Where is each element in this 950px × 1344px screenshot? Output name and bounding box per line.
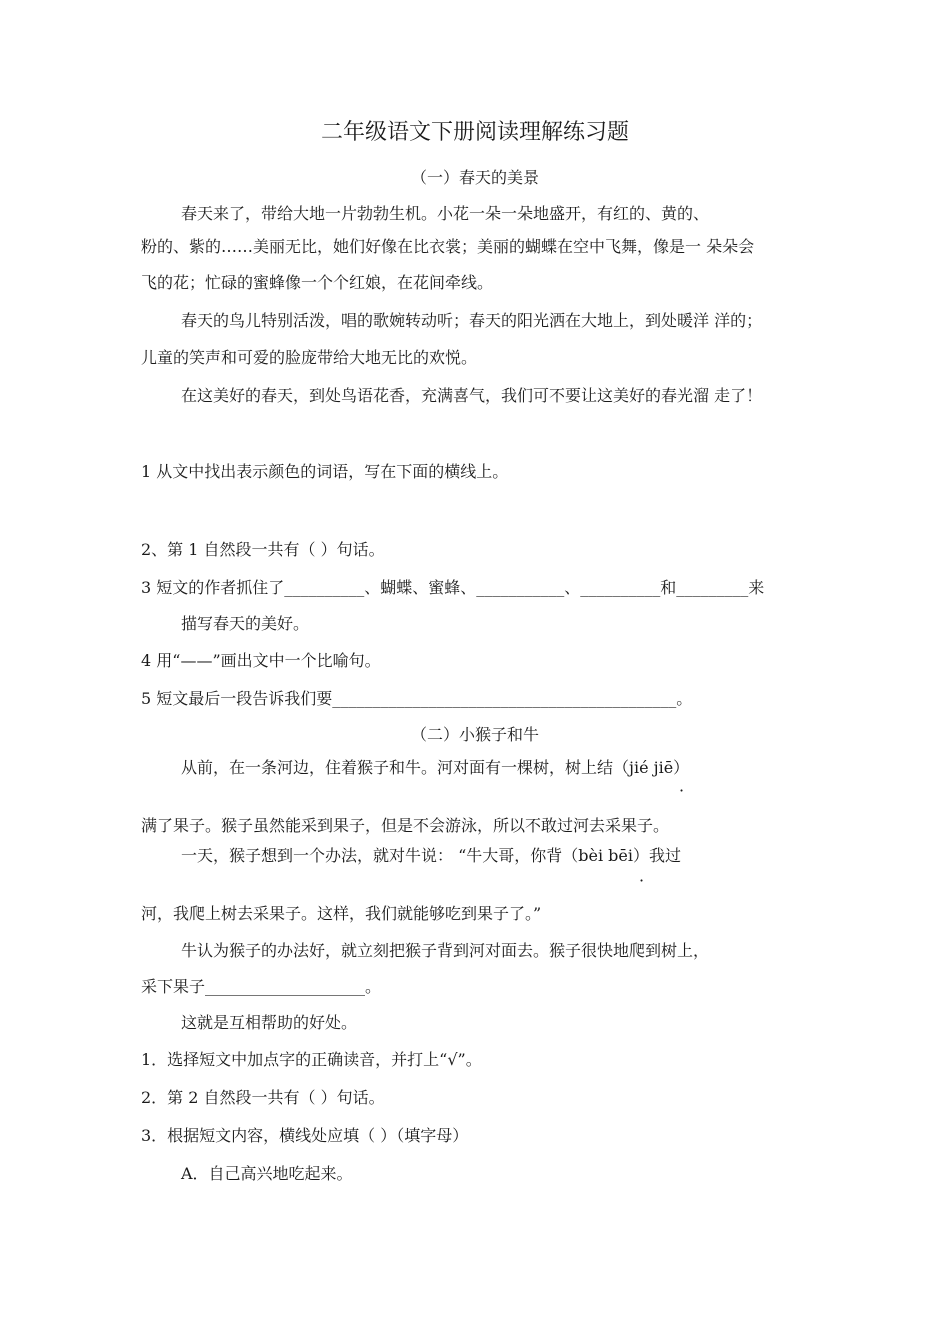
paragraph-line: 儿童的笑声和可爱的脸庞带给大地无比的欢悦。 — [141, 348, 478, 367]
question-3: 3 短文的作者抓住了__________、蝴蝶、蜜蜂、___________、__________和_________来 — [141, 578, 765, 597]
section-heading: （二）小猴子和牛 — [410, 725, 539, 744]
question-2: 2．第 2 自然段一共有（ ）句话。 — [141, 1088, 385, 1107]
paragraph-line: 粉的、紫的……美丽无比，她们好像在比衣裳；美丽的蝴蝶在空中飞舞，像是一 朵朵会 — [141, 237, 755, 256]
paragraph-line: 采下果子____________________。 — [141, 977, 382, 996]
paragraph-line: 满了果子。猴子虽然能采到果子，但是不会游泳，所以不敢过河去采果子。 — [141, 816, 670, 835]
paragraph-line: 从前，在一条河边，住着猴子和牛。河对面有一棵树，树上结（jié jiē） — [181, 758, 690, 777]
paragraph-line: 河，我爬上树去采果子。这样，我们就能够吃到果子了。” — [141, 904, 542, 923]
emphasis-dot: · — [639, 871, 645, 890]
page-title: 二年级语文下册阅读理解练习题 — [320, 120, 629, 145]
question-3: 3．根据短文内容，横线处应填（ ）（填字母） — [141, 1126, 469, 1145]
paragraph-line: 一天，猴子想到一个办法，就对牛说： “牛大哥，你背（bèi bēi）我过 — [181, 846, 682, 865]
question-4: 4 用“——”画出文中一个比喻句。 — [141, 651, 381, 670]
question-2: 2、第 1 自然段一共有（ ）句话。 — [141, 540, 385, 559]
paragraph-line: 春天来了，带给大地一片勃勃生机。小花一朵一朵地盛开，有红的、黄的、 — [181, 204, 710, 223]
question-5: 5 短文最后一段告诉我们要___________________________________________。 — [141, 689, 693, 708]
emphasis-dot: · — [679, 781, 685, 800]
question-1: 1 从文中找出表示颜色的词语，写在下面的横线上。 — [141, 462, 509, 481]
question-3-continued: 描写春天的美好。 — [181, 614, 310, 633]
paragraph-line: 这就是互相帮助的好处。 — [181, 1013, 358, 1032]
section-heading: （一）春天的美景 — [410, 168, 539, 187]
paragraph-line: 牛认为猴子的办法好，就立刻把猴子背到河对面去。猴子很快地爬到树上， — [181, 941, 710, 960]
paragraph-line: 在这美好的春天，到处鸟语花香，充满喜气，我们可不要让这美好的春光溜 走了！ — [181, 386, 763, 405]
paragraph-line: 飞的花；忙碌的蜜蜂像一个个红娘，在花间牵线。 — [141, 273, 494, 292]
question-1: 1．选择短文中加点字的正确读音，并打上“√”。 — [141, 1050, 482, 1069]
option-a: A．自己高兴地吃起来。 — [181, 1164, 353, 1183]
paragraph-line: 春天的鸟儿特别活泼，唱的歌婉转动听；春天的阳光洒在大地上，到处暖洋 洋的； — [181, 311, 763, 330]
